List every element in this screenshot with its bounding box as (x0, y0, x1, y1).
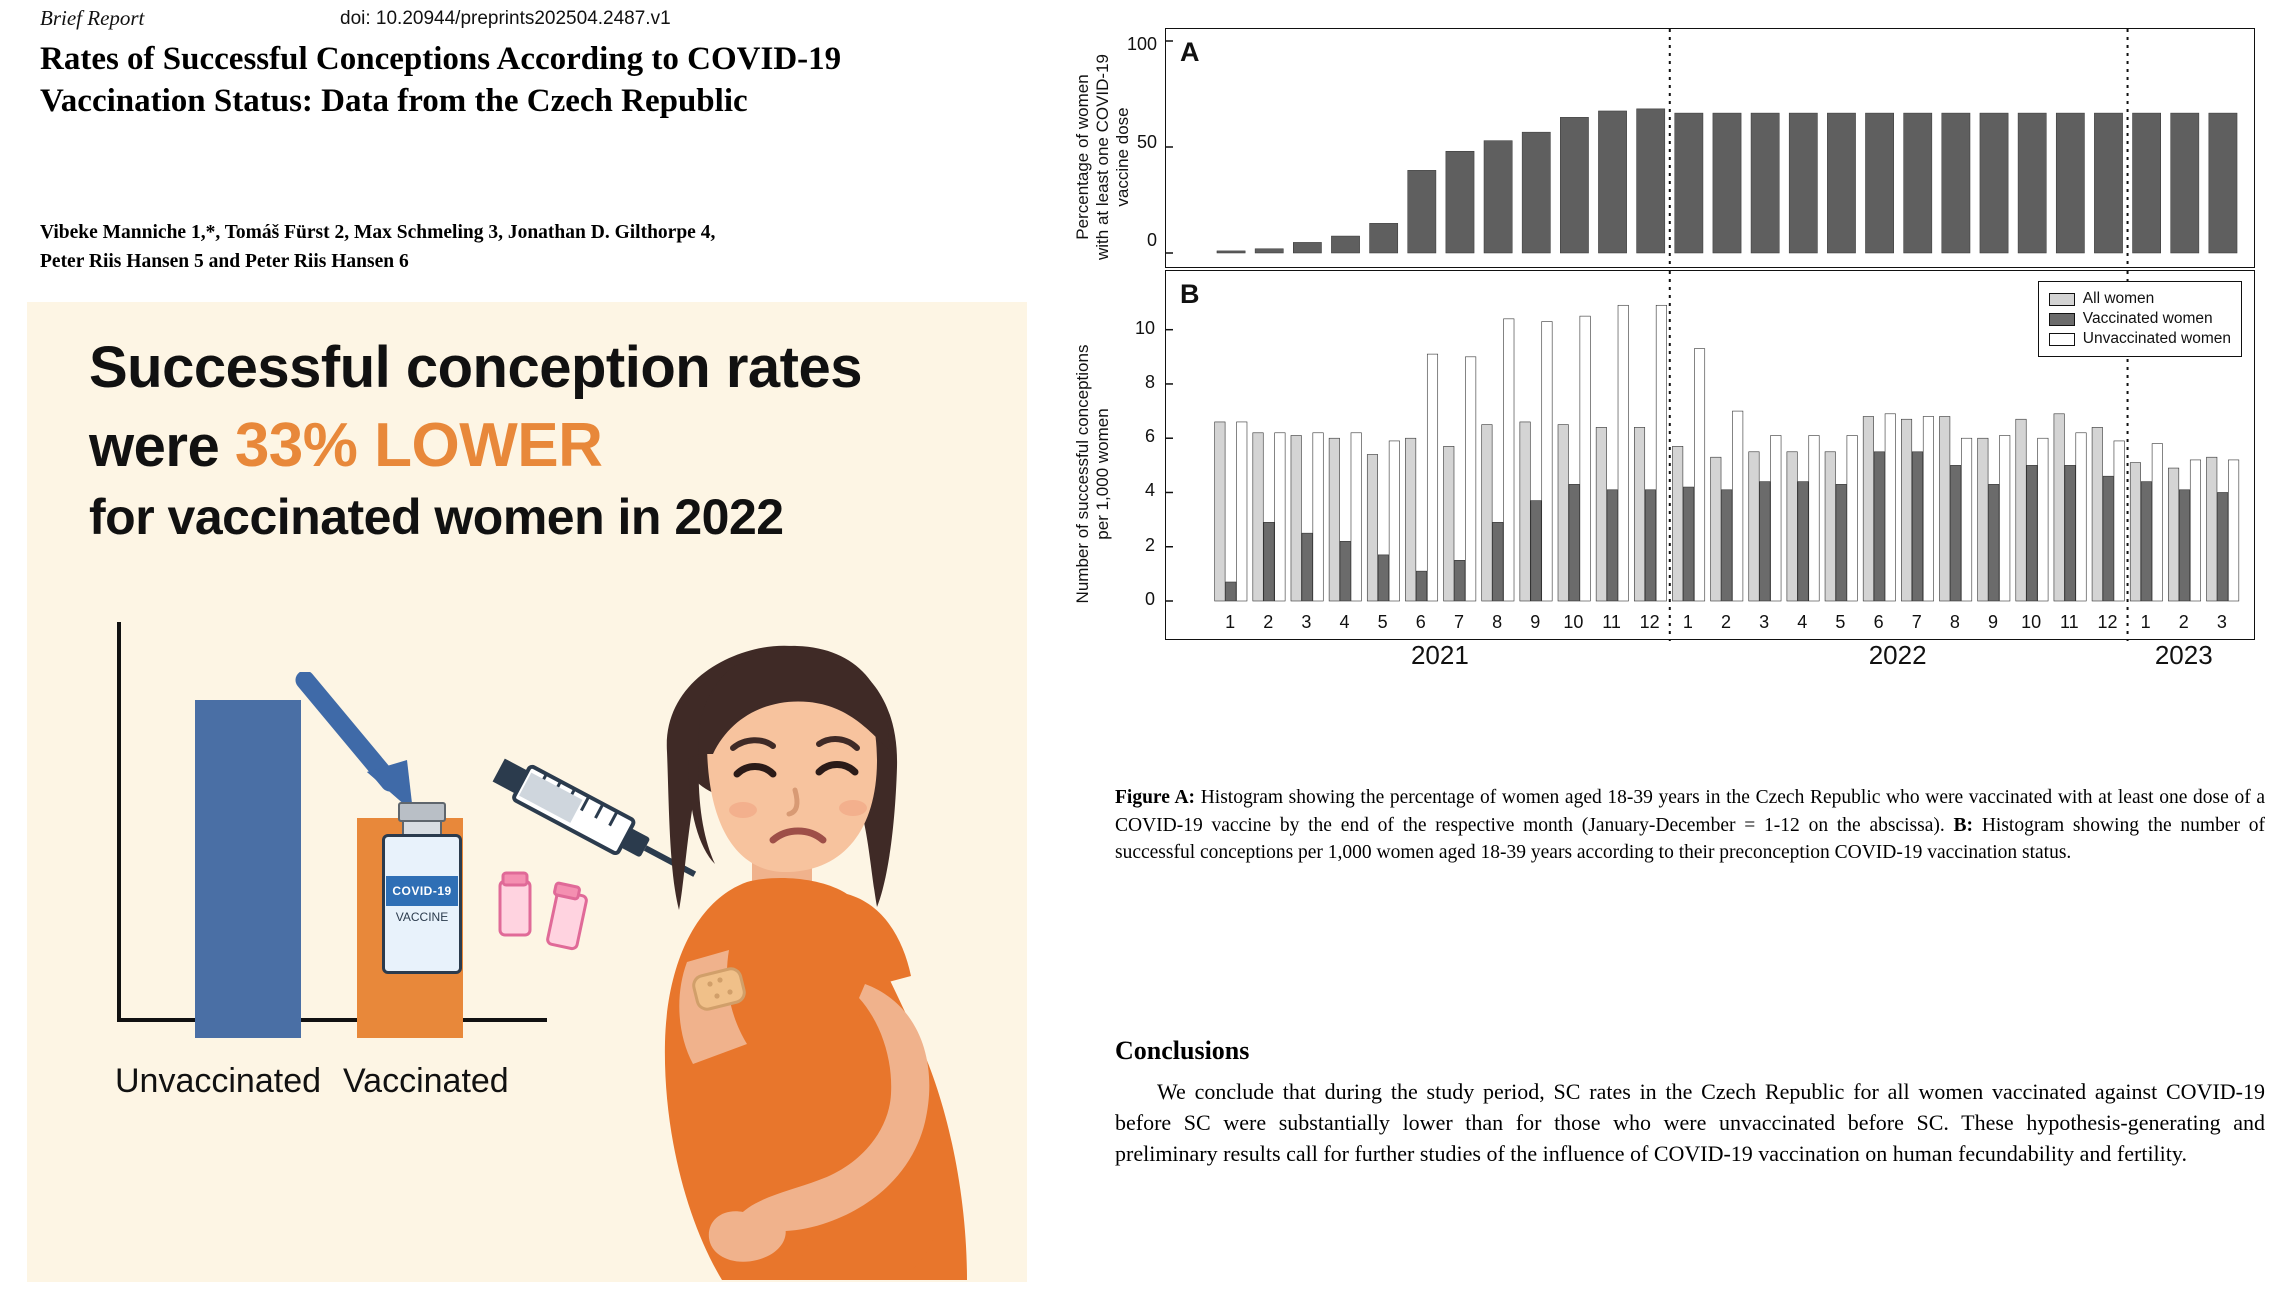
panel-b-bar (1901, 419, 1911, 601)
abstract-bar-label-vaccinated: Vaccinated (343, 1062, 509, 1100)
panel-b-bar (1722, 490, 1732, 601)
x-tick-1: 2 (1263, 612, 1274, 632)
panel-a-bar (1598, 111, 1626, 253)
x-tick-19: 8 (1949, 612, 1960, 632)
year-label-2022: 2022 (1868, 640, 1927, 670)
panel-a-bar (1789, 113, 1817, 253)
panel-b-bar (1558, 425, 1568, 601)
x-tick-26: 3 (2216, 612, 2227, 632)
panel-b-bar (1847, 436, 1857, 601)
panel-a-bar (2018, 113, 2046, 253)
author-line-1: Vibeke Manniche 1,*, Tomáš Fürst 2, Max Schmeling 3, Jonathan D. Gilthorpe 4, (40, 222, 716, 243)
graphical-abstract (27, 302, 1027, 1282)
x-tick-4: 5 (1377, 612, 1388, 632)
panel-b-bar (2130, 463, 2140, 601)
panel-b-bar (1580, 316, 1590, 601)
panel-b-bar (1645, 490, 1655, 601)
x-tick-8: 9 (1530, 612, 1541, 632)
panel-a-letter: A (1180, 37, 1200, 67)
panel-b-bar (1771, 436, 1781, 601)
panel-a-bar (1217, 251, 1245, 253)
panel-b-bar (2038, 438, 2048, 601)
legend-swatch-vaccinated-women (2049, 313, 2075, 326)
panel-a-bar (1522, 132, 1550, 253)
x-tick-0: 1 (1225, 612, 1236, 632)
panel-a-bar (1713, 113, 1741, 253)
x-tick-24: 1 (2140, 612, 2151, 632)
panel-b-bar (1885, 414, 1895, 601)
panel-b-bar (1465, 357, 1475, 601)
year-label-2023: 2023 (2154, 640, 2213, 670)
panel-a-bar (1751, 113, 1779, 253)
panel-b-bar (2190, 460, 2200, 601)
panel-b-bar (1939, 417, 1949, 601)
panel-b-bar (1634, 427, 1644, 601)
panel-b-bar (1542, 322, 1552, 601)
panel-b-bar (1275, 433, 1285, 601)
panel-a-bar (1293, 242, 1321, 253)
panel-b-bar (1253, 433, 1263, 601)
panel-b-bar (2217, 492, 2227, 601)
panel-b-bar (1389, 441, 1399, 601)
panel-a-bar (1331, 236, 1359, 253)
panel-b-bar (1732, 411, 1742, 601)
panel-b-bar (2000, 436, 2010, 601)
panel-b-bar (1237, 422, 1247, 601)
panel-b-bar (1961, 438, 1971, 601)
panel-b-bar (1683, 487, 1693, 601)
abstract-headline-prefix: were (89, 414, 235, 479)
x-tick-18: 7 (1911, 612, 1922, 632)
panel-b-bar (1656, 305, 1666, 601)
panel-b-bar (1672, 446, 1682, 601)
vial-sublabel: VACCINE (395, 910, 449, 924)
vial-cap (398, 802, 446, 822)
panel-a-bar (1904, 113, 1932, 253)
panel-b-bar (1989, 484, 1999, 601)
x-tick-12: 1 (1682, 612, 1693, 632)
panel-b-bar (1405, 438, 1415, 601)
panel-a-bar (2209, 113, 2237, 253)
panel-b-bar (1313, 433, 1323, 601)
panel-b-bar (1798, 482, 1808, 601)
panel-a-bar (1980, 113, 2008, 253)
panel-b-y-axis-label: Number of successful conceptions per 1,000 women (1073, 344, 1112, 604)
panel-a-bar (1370, 223, 1398, 253)
panel-b-bar (1504, 319, 1514, 601)
panel-b-bar (1950, 465, 1960, 601)
panel-b-bar (2027, 465, 2037, 601)
panel-b-bar (1569, 484, 1579, 601)
panel-b-bar (1825, 452, 1835, 601)
panel-b-bar (2179, 490, 2189, 601)
panel-b-ytick-10: 10 (1134, 317, 1155, 338)
panel-b-bar (1531, 501, 1541, 601)
panel-a-bar (1255, 249, 1283, 253)
paper-left-column (0, 0, 1035, 1314)
panel-b-plot (1165, 270, 2255, 640)
panel-a-bar (1637, 109, 1665, 253)
panel-b-bar (2076, 433, 2086, 601)
x-tick-13: 2 (1720, 612, 1731, 632)
panel-a-bar (1942, 113, 1970, 253)
abstract-bar-labels (115, 1062, 675, 1101)
panel-a-bar (1446, 151, 1474, 253)
panel-b-ytick-2: 2 (1144, 534, 1155, 555)
figure-caption (1115, 784, 2265, 867)
panel-a-bar (2171, 113, 2199, 253)
panel-b-bar (2114, 441, 2124, 601)
panel-a-bar (1560, 117, 1588, 253)
figure-caption-text-b: Histogram showing the number of successful conceptions per 1,000 women aged 18-39 years according to their preconception COVID-19 vaccination status. (1115, 814, 2265, 864)
panel-b-bar (1809, 436, 1819, 601)
panel-a-ytick-50: 50 (1136, 132, 1157, 152)
panel-b-letter: B (1180, 279, 1200, 309)
panel-a-bar (1675, 113, 1703, 253)
panel-b-bar (1912, 452, 1922, 601)
panel-b-bar (2054, 414, 2064, 601)
panel-b-bar (1694, 349, 1704, 601)
x-tick-22: 11 (2059, 612, 2079, 632)
panel-a-bar (2133, 113, 2161, 253)
panel-a-bar (1408, 170, 1436, 253)
legend-label-vaccinated-women: Vaccinated women (2082, 310, 2213, 327)
x-tick-16: 5 (1835, 612, 1846, 632)
x-tick-5: 6 (1415, 612, 1426, 632)
panel-b-bar (1596, 427, 1606, 601)
author-list (40, 218, 920, 277)
pregnant-woman-illustration (547, 632, 1017, 1282)
x-tick-6: 7 (1453, 612, 1464, 632)
panel-b-bar (2016, 419, 2026, 601)
panel-b-bar (1711, 457, 1721, 601)
abstract-headline-line3: for vaccinated women in 2022 (89, 489, 784, 545)
panel-b-bar (1444, 446, 1454, 601)
panel-b-bar (1416, 571, 1426, 601)
legend-item-vaccinated-women (2049, 310, 2231, 328)
panel-b-bar (2207, 457, 2217, 601)
panel-b-bar (1378, 555, 1388, 601)
panel-b-bar (1291, 436, 1301, 601)
conclusions-body: We conclude that during the study period, SC rates in the Czech Republic for all women vaccinated against COVID-19 before SC were substantially lower than for those who were unvaccinated before SC. These hypothesis-generating and preliminary results call for further studies of the influence of COVID-19 vaccination on human fecundability and fertility. (1115, 1079, 2265, 1167)
year-label-2021: 2021 (1410, 640, 1469, 670)
figure-caption-label-b: B: (1953, 814, 1974, 836)
x-tick-15: 4 (1797, 612, 1808, 632)
panel-b-ytick-8: 8 (1144, 371, 1155, 392)
panel-b-bar (1874, 452, 1884, 601)
x-tick-25: 2 (2178, 612, 2189, 632)
x-tick-9: 10 (1563, 612, 1584, 632)
panel-a-bar (2056, 113, 2084, 253)
panel-b-bar (2168, 468, 2178, 601)
panel-b-ytick-4: 4 (1144, 480, 1155, 501)
x-tick-11: 12 (1639, 612, 1660, 632)
panel-b-bar (1760, 482, 1770, 601)
abstract-headline-line1: Successful conception rates (89, 335, 862, 400)
panel-b-bar (1351, 433, 1361, 601)
panel-b-bar (1340, 541, 1350, 601)
panel-b-ytick-0: 0 (1144, 589, 1155, 609)
panel-b-bar (2065, 465, 2075, 601)
x-tick-20: 9 (1988, 612, 1999, 632)
x-tick-21: 10 (2021, 612, 2042, 632)
legend-swatch-all-women (2049, 293, 2075, 306)
paper-right-column (1035, 0, 2284, 1314)
legend-item-all-women (2049, 290, 2231, 308)
panel-b-bar (1787, 452, 1797, 601)
abstract-bar-label-unvaccinated: Unvaccinated (115, 1062, 322, 1100)
legend-label-all-women: All women (2082, 290, 2155, 307)
doi-text: doi: 10.20944/preprints202504.2487.v1 (340, 8, 671, 29)
figure-caption-label-a: Figure A: (1115, 787, 1196, 808)
panel-a-plot (1165, 28, 2255, 268)
panel-a-bar (1827, 113, 1855, 253)
panel-b-bar (1618, 305, 1628, 601)
panel-a-y-axis-label: Percentage of women with at least one COVID-19 vaccine dose (1073, 54, 1132, 260)
panel-a-bar (2094, 113, 2122, 253)
legend-item-unvaccinated-women (2049, 330, 2231, 348)
vial-label: COVID-19 (386, 876, 458, 906)
panel-a-bar (1865, 113, 1893, 253)
panel-b-bar (1923, 417, 1933, 601)
panel-b-bar (1226, 582, 1236, 601)
x-tick-3: 4 (1339, 612, 1350, 632)
x-tick-17: 6 (1873, 612, 1884, 632)
panel-a-bar (1484, 141, 1512, 253)
abstract-chart-y-axis (117, 622, 121, 1022)
abstract-bar-unvaccinated (195, 700, 301, 1038)
figure-container (1055, 14, 2266, 1167)
x-tick-23: 12 (2097, 612, 2118, 632)
abstract-chart-x-axis (117, 1018, 547, 1022)
section-label: Brief Report (40, 6, 145, 30)
panel-b-bar (2103, 476, 2113, 601)
conclusions-heading: Conclusions (1115, 1036, 1250, 1065)
panel-b-bar (1302, 533, 1312, 601)
x-tick-2: 3 (1301, 612, 1312, 632)
panel-b-bar (1264, 522, 1274, 601)
x-tick-14: 3 (1759, 612, 1770, 632)
panel-b-bar (1836, 484, 1846, 601)
panel-b-bar (1607, 490, 1617, 601)
x-tick-10: 11 (1602, 612, 1621, 632)
legend-label-unvaccinated-women: Unvaccinated women (2082, 330, 2231, 347)
panel-b-bar (1427, 354, 1437, 601)
panel-b-bar (1493, 522, 1503, 601)
figure-legend (2038, 281, 2242, 357)
panel-b-bar (2092, 427, 2102, 601)
legend-swatch-unvaccinated-women (2049, 333, 2075, 346)
author-line-2: Peter Riis Hansen 5 and Peter Riis Hansen 6 (40, 251, 409, 273)
panel-b-bar (1863, 417, 1873, 601)
panel-b-bar (1329, 438, 1339, 601)
page-title: Rates of Successful Conceptions According to COVID-19 Vaccination Status: Data from the Czech Republic (40, 41, 842, 120)
panel-b-bar (1482, 425, 1492, 601)
x-tick-7: 8 (1492, 612, 1503, 632)
panel-a-ytick-100: 100 (1126, 34, 1157, 54)
figure-caption-text-a: Histogram showing the percentage of women aged 18-39 years in the Czech Republic who were vaccinated with at least one dose of a COVID-19 vaccine by the end of the respective month (January-December = 1-12 on the abscissa). (1115, 787, 2266, 836)
panel-b-bar (1749, 452, 1759, 601)
abstract-headline-line2 (89, 410, 602, 481)
panel-a-ytick-0: 0 (1146, 230, 1157, 250)
panel-b-bar (1367, 454, 1377, 601)
panel-b-bar (1978, 438, 1988, 601)
panel-b-bar (2152, 444, 2162, 601)
panel-b-bar (2141, 482, 2151, 601)
panel-b-bar (2228, 460, 2238, 601)
panel-b-bar (1215, 422, 1225, 601)
panel-b-bar (1520, 422, 1530, 601)
abstract-headline-highlight: 33% LOWER (234, 411, 603, 480)
panel-b-bar (1454, 560, 1464, 601)
panel-b-ytick-6: 6 (1144, 426, 1155, 447)
